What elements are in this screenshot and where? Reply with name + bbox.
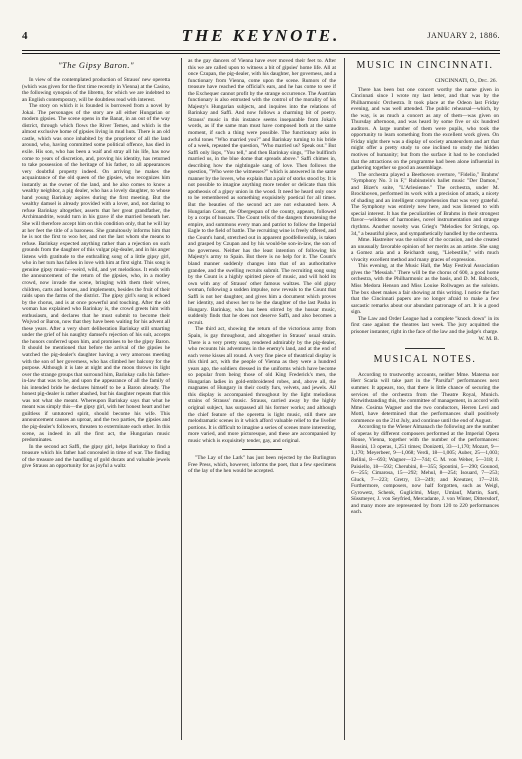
section-divider — [242, 449, 282, 450]
article-heading: "The Gipsy Baron." — [57, 60, 135, 70]
column-divider — [344, 58, 345, 740]
paragraph: The orchestra played a Beethoven overture, "Fidelio," Brahms' "Symphony No. 3 in F," Rubinstein's ballet music "Der Damon," and Bizet's suite, "L'Arlesienne." The orchestra, under M. Brockhoven, performed its work with a precision of attack, a nicety of shading and an intelligent comprehension that was very grateful. The Symphony was entirely new here, and was listened to with special interest. It has the peculiarities of Brahms in their strongest flavor—wildness of harmonies, novel instrumentation and strange rhythms. Another novelty was Grieg's "Melodies for Strings, op. 34," a beautiful piece, and sympathetically handled by the orchestra. — [351, 171, 499, 237]
paragraph: The third act, showing the return of the victorious army from Spain, is gay throughout, and altogether in Strauss' usual strain. There is a very pretty song, rendered admirably by the pig-dealer, who recounts his adventures in the enemy's land, and at the end of each verse kisses all round. A very fine piece of theatrical display is this third act, with the people of Vienna as they were a hundred years ago, the soldiers dressed in the uniforms which have become so popular from being those of old King Frederick's men, the Hungarian ladies in gold-embroidered robes, and, above all, the magnates of Hungary in their costly furs, velvets, and jewels. All this display is accompanied throughout by the light melodious strains of Strauss' music. Strauss, carried away by the highly original subject, has surpassed all his former works; and although the chief feature of the operetta is light music, still there are melodramatic scenes in it which afford valuable relief to the livelier portions. It is difficult to imagine a series of scenes more interesting, more varied, and more picturesque, and these are accompanied by music which is exquisitely tender, gay, and original. — [188, 326, 336, 444]
journal-title: THE KEYNOTE. — [181, 26, 341, 45]
paragraph: The Law and Order League had a complete "knock down" in its first case against the theatres last week. The jury acquitted the prisoner instanter, right in the face of the law and the judge's charge. — [351, 315, 499, 335]
section-divider — [405, 348, 445, 349]
paragraph: "The Lay of the Lark" has just been rejected by the Burlington Free Press, which, however, informs the poet, that a few specimens of the lay of the hen would be accepted. — [188, 455, 336, 475]
paragraph: According to the Wiener Almanach the following are the number of operas by different composers performed at the Imperial Opera House, Vienna, together with the number of the performances: Rossini, 13 operas, 1,251 times; Donizetti, 33—1,170; Mozart, 9—1,170; Meyerbeer, 9—1,068; Verdi, 18—1,005; Auber, 25—1,003; Bellini, 8—693; Wagner—12—744; C. M. von Weber, 5—318; J. Paisiello, 18—592; Cherubini, 8—355; Spontini, 5—290; Gounod, 6—255; Cimarosa, 15—292; Mehul, 8—254; Isouard, 7—253; Gluck, 7—223; Gretry, 13—249; and Kreutzer, 17—218. Furthermore, composers, now half forgotten, such as Weigl, Gyrowetz, Schenk, Gugliclmi, Mayr, Umlauf, Martin, Sarti, Süssmeyer, J. von Seyfried, Mercadante, J. von Winter, Dittersdorf, and many more are represented by from 120 to 220 performances each. — [351, 424, 499, 516]
paragraph: The story on which it is founded is borrowed from a novel by Jokai. The personages of the story are all either Hungarian or modern gipsies. The scene opens in the Banat, in an out of the way district, through which flows the River Temes, and which is the almost exclusive home of gipsies living in mud huts. There is an old castle, which was once inhabited by the proprietor of all the land around, who, having committed some political offence, has died in exile. His son, who has been a waif and stray all his life, has now come to years of discretion, and, proving his identity, has returned to take possession of the heritage of his father, to all appearances very doubtful property indeed. On arriving he makes the acquaintance of the old queen of the gipsies, who recognizes him instantly as the owner of the land, and he also comes to know a wealthy neighbor, a pig dealer, who has a lovely daughter, to whose hand young Barinkay aspires during the first meeting. But the wealthy damsel is already provided with a lover, and, not daring to refuse Barinkay altogether, asserts that her great grandfather, the Archimandrite, would turn in his grave if she married beneath her. She will therefore accept him on this condition only, that he will lay at her feet the title of a baroness. She gratuitously informs him that he is not the first to woo her, and not the last whom she means to refuse. Barinkay expected anything rather than a rejection on such grounds from the daughter of this vulgar pig-dealer, and in his anger listens with gratitude to the enthralling song of a little gipsy girl, who in her turn has fallen in love with him at first sight. This song is genuine gipsy music—weird, wild, and yet melodious. It ends with the announcement of the return of the gipsies, who, in a motley crowd, now invade the scene, bringing with them their wives, children, carts and horses, and implements, besides the fruit of their raids upon the farms of the district. The gipsy girl's song is echoed by the chorus, and is at once powerful and touching. After the old woman has explained who Barinkay is, the crowd greets him with enthusiasm, and declares that he must submit to become their Wojvod or Baron, now that they have been waiting for his advent all these years. After a very short deliberation Barinkay still smarting under the grief of his naughty damsel's rejection of his suit, accepts the honors conferred upon him, and promises to be the gipsy Baron. It should be mentioned that before the arrival of the gipsies he watched the pig-dealer's daughter having a very amorous meeting with the son of her governess, who has climbed her balcony for the purpose. Although it is late at night and the moon throws its light over the strange groups that surround him, Barinkay calls his father-in-law that was to be, and upon the appearance of all the family of his intended bride he declares himself to be a Baron already. The honest pig-dealer is rather abashed, but his daughter repeats that this was not what she meant. Whereupon Barinkay says that what he meant was simply this—the gipsy girl, with her honest heart and her guiltless if untutored spirit, should become his wife. This announcement causes an uproar, and the two parties, the gipsies and the pig-dealer's followers, threaten to exterminate each other. In this scene, as indeed in all the first act, the Hungarian music predominates. — [22, 103, 170, 444]
paragraph: In the second act Saffi, the gipsy girl, helps Barinkay to find a treasure which his father had concealed in time of war. The finding of the treasure and the handling of gold ducats and valuable jewels give Strauss an opportunity for as joyful a waltz — [22, 443, 170, 470]
paragraph: There has been but one concert worthy the name given in Cincinnati since I wrote my last letter, and that was by the Philharmonic Orchestra. It took place at the Odeon last Friday evening, and was well attended. The public rehearsal—which, by the way, is as much a concert as any of them—was given on Thursday afternoon, and was heard by some five or six hundred auditors. A large number of them were pupils, who took the opportunity to learn something from the excellent work given. On Friday night there was a display of society amateurdom and art that might offer a pretty study to one inclined to study the hidden motives of humanity; but from the surface it had to be concluded that the attractions on the programme had been alone influential in gathering together so good an assemblage. — [351, 86, 499, 172]
dateline: CINCINNATI, O., Dec. 26. — [435, 78, 497, 84]
signature: W. M. B. — [478, 336, 499, 343]
article-heading: MUSIC IN CINCINNATI. — [356, 60, 494, 71]
paragraph: Mme. Hastreiter was the soloist of the occasion, and she created an unusually favorable opinion of her merits as an artiste. She sang a Gomez aria and a Reichardt song, "Liebestille," with much vivacity excellent method and many graces of expression. — [351, 237, 499, 263]
column-divider — [181, 58, 182, 740]
paragraph: This evening, at the Music Hall, the May Festival Association gives the "Messiah." There will be the chorus of 600, a good home orchestra, with the Philharmonic as the basis, and D. M. Babcock, Miss Medora Henson and Miss Louise Rollwagen as the soloists. The box sheet makes a fair showing at this writing. I notice the fact that the Cincinnati papers are no longer afraid to make a few sarcastic remarks about our abundant patronage of art. It is a good sign. — [351, 263, 499, 316]
paragraph: In view of the contemplated production of Strauss' new operetta (which was given for the first time recently in Vienna) at the Casino, the following synopsis of the libretto, for which we are indebted to an English contemporary, will be doubtless read with interest. — [22, 77, 170, 103]
column-1 — [22, 58, 170, 740]
column-2 — [188, 58, 336, 740]
column-3 — [351, 58, 499, 740]
paragraph: According to trustworthy accounts, neither Mme. Materna nor Herr Scaria will take part in the "Parsifal" performances next summer. It appears, too, that there is little chance of securing the services of the orchestra from the Theatre Royal, Munich. Notwithstanding this, the committee of management, in accord with Mme. Cosima Wagner and the two conductors, Herren Levi and Mottl, have determined that the performances shall positively commence on the 21st July, and continue until the end of August. — [351, 371, 499, 424]
paragraph: as the gay dancers of Vienna have ever moved their feet to. After this we are called upon to witness a bit of gipsies' home life. All at once Czupan, the pig-dealer, with his daughter, her governess, and a functionary from Vienna, come upon the scene. Rumors of the treasure have reached the official's ears, and he has come to see if the Exchequer cannot profit by the strange occurrence. The Austrian functionary is also entrusted with the control of the morality of his Majesty's Hungarian subjects, and inquires into the relations of Barinkay and Saffi. And now follows a charming bit of poetry. Strauss' music in this instance seems inseparable from Jokai's words, as if the same man must have composed both at the same moment, if such a thing were possible. The functionary asks in awful tones "Who married you?" and Barinkay turning to his bride of a week, repeated the question, "Who married us? Speak out." But Saffi only lisps, "You tell," and then Barinkay sings, "The bullfinch married us, in the blue dome that spreads above." Saffi chimes in, describing how the nightingale sang of love. Then follows the question, "Who were the witnesses?" which is answered in the same manner by the lovers, who explain that a pair of storks stood by. It is not possible to imagine anything more tender or delicate than this apotheosis of a gipsy union in the wood. It need be heard only once to be remembered as something exquisitely poetical for all times. But the beauties of the second act are not exhausted here. A Hungarian Count, the Obergespan of the county, appears, followed by a corps of hussars. The Count tells of the dangers threatening the empire, and summons every man and patriot to follow the Imperial Eagle to the field of battle. The recruiting wine is freely offered, and the Count's hand, stretched out in apparent goodfellowship, is taken and grasped by Czupan and by his would-be son-in-law, the son of the governess. Neither has the least intention of following his Majesty's army to Spain. But there is no help for it. The Count's bland manner suddenly changes into that of an authoritative grandee, and the swelling recruits submit. The recruiting song sung by the Count is a highly spirited piece of music, and will hold its own with any of Strauss' other famous waltzes. The old gipsy woman, following a sudden impulse, now reveals to the Count that Saffi is not her daughter, and gives him a document which proves her identity, and shows her to be the daughter of the last Pasha in Hungary. Barinkay, who has been stirred by the hussar music, suddenly finds that he does not deserve Saffi, and also becomes a recruit. — [188, 58, 336, 326]
header-rule — [22, 50, 500, 51]
header-rule-thin — [22, 53, 500, 54]
page-number: 4 — [22, 30, 28, 42]
notes-heading: MUSICAL NOTES. — [373, 353, 477, 365]
masthead — [22, 26, 500, 46]
issue-date: JANUARY 2, 1886. — [427, 31, 500, 40]
